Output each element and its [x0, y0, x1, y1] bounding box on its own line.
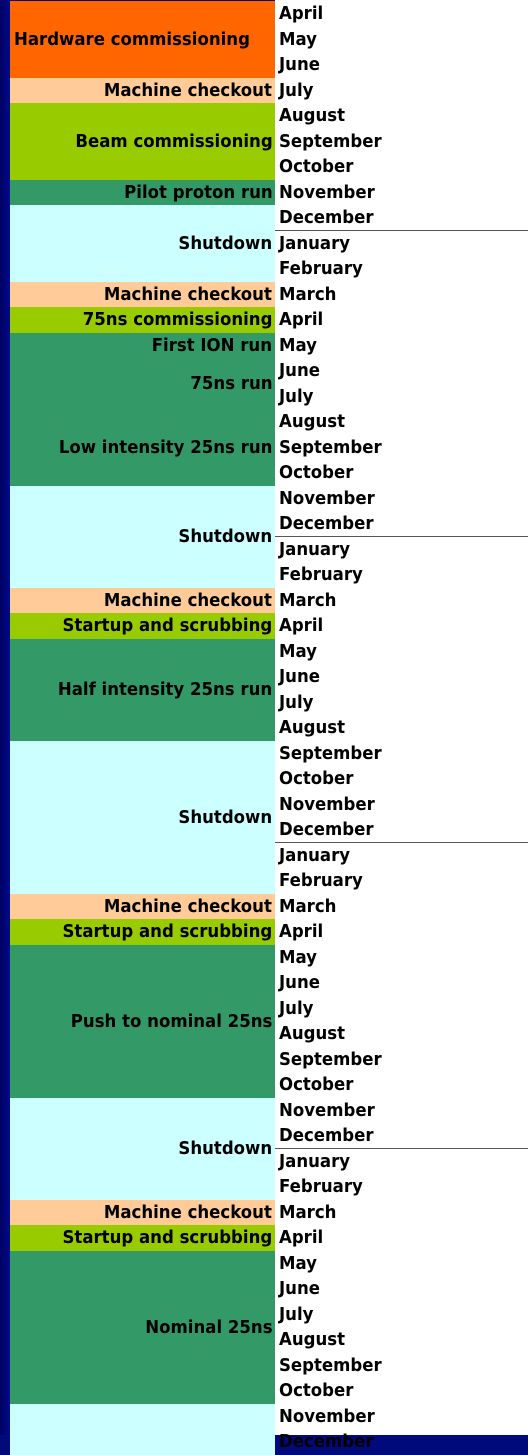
phase-commissioning: [10, 307, 275, 333]
phase-shutdown: [10, 1404, 275, 1455]
phase-machine-checkout: [10, 282, 275, 308]
month-label: July: [279, 79, 314, 101]
month-label: August: [279, 1329, 346, 1350]
phase-label: 75ns run: [190, 373, 273, 394]
month-label: March: [279, 283, 337, 305]
phase-run: [10, 1251, 275, 1404]
phase-shutdown: [10, 1098, 275, 1200]
month-label: January: [279, 1150, 351, 1172]
month-label: September: [279, 436, 382, 458]
month-label: November: [279, 181, 375, 203]
phases-column: [10, 0, 275, 1435]
phase-run: [10, 639, 275, 741]
phase-run: [10, 358, 275, 409]
phase-label: Shutdown: [178, 232, 273, 254]
month-label: October: [279, 768, 354, 789]
month-label: August: [279, 1023, 346, 1044]
phase-commissioning: [10, 613, 275, 639]
month-label: September: [279, 1048, 382, 1070]
month-label: April: [279, 3, 324, 24]
month-label: May: [279, 28, 317, 50]
phase-shutdown: [10, 486, 275, 588]
month-label: June: [279, 666, 320, 687]
month-label: July: [279, 1303, 314, 1325]
phase-label: Startup and scrubbing: [62, 1227, 273, 1249]
phase-shutdown: [10, 741, 275, 894]
month-label: May: [279, 946, 317, 968]
phase-run: [10, 180, 275, 206]
month-label: December: [279, 207, 374, 228]
month-label: June: [279, 360, 320, 381]
year-separator: [275, 536, 528, 537]
month-label: August: [279, 411, 346, 432]
phase-machine-checkout: [10, 1200, 275, 1226]
phase-label: Half intensity 25ns run: [57, 679, 273, 700]
month-label: August: [279, 717, 346, 738]
month-label: September: [279, 1354, 382, 1376]
month-label: May: [279, 640, 317, 662]
month-label: June: [279, 54, 320, 75]
month-label: September: [279, 130, 382, 152]
month-label: February: [279, 564, 363, 585]
phase-commissioning: [10, 103, 275, 180]
phase-label: Machine checkout: [104, 589, 273, 611]
phase-machine-checkout: [10, 78, 275, 104]
phase-label: Low intensity 25ns run: [58, 436, 273, 458]
month-label: October: [279, 462, 354, 483]
month-label: June: [279, 1278, 320, 1299]
month-label: November: [279, 793, 375, 815]
phase-run: [10, 945, 275, 1098]
month-label: December: [279, 819, 374, 840]
phase-label: Pilot proton run: [123, 181, 273, 203]
phase-run: [10, 333, 275, 359]
phase-label: Machine checkout: [104, 895, 273, 917]
phase-label: Shutdown: [178, 526, 273, 547]
month-label: October: [279, 1074, 354, 1095]
month-label: March: [279, 589, 337, 611]
month-label: November: [279, 1405, 375, 1427]
month-label: April: [279, 921, 324, 942]
phase-label: First ION run: [151, 334, 273, 356]
month-label: June: [279, 972, 320, 993]
phase-commissioning: [10, 919, 275, 945]
phase-label: Startup and scrubbing: [62, 921, 273, 943]
month-label: January: [279, 538, 351, 560]
phase-label: Beam commissioning: [74, 130, 273, 152]
phase-label: Shutdown: [178, 806, 273, 828]
phase-commissioning: [10, 1225, 275, 1251]
month-label: August: [279, 105, 346, 126]
month-label: April: [279, 615, 324, 636]
month-label: July: [279, 385, 314, 407]
year-separator: [275, 1148, 528, 1149]
month-label: May: [279, 334, 317, 356]
phase-label: 75ns commissioning: [82, 309, 273, 331]
phase-label: Machine checkout: [104, 79, 273, 101]
phase-label: Hardware commissioning: [14, 28, 250, 50]
year-separator: [275, 842, 528, 843]
month-label: February: [279, 1176, 363, 1197]
month-label: July: [279, 691, 314, 713]
year-separator: [275, 230, 528, 231]
month-label: April: [279, 309, 324, 330]
months-column: [275, 0, 528, 1452]
phase-label: Shutdown: [178, 1138, 273, 1159]
phase-run: [10, 409, 275, 486]
month-label: January: [279, 232, 351, 254]
month-label: November: [279, 487, 375, 509]
month-label: September: [279, 742, 382, 764]
phase-label: Nominal 25ns: [144, 1316, 273, 1338]
month-label: March: [279, 1201, 337, 1223]
month-label: December: [279, 513, 374, 534]
phase-machine-checkout: [10, 588, 275, 614]
month-label: December: [279, 1125, 374, 1146]
left-border: [0, 0, 10, 1435]
month-label: April: [279, 1227, 324, 1248]
month-label: January: [279, 844, 351, 866]
phase-label: Machine checkout: [104, 1201, 273, 1223]
phase-label: Machine checkout: [104, 283, 273, 305]
month-label: March: [279, 895, 337, 917]
month-label: October: [279, 1380, 354, 1401]
month-label: February: [279, 258, 363, 279]
month-label: February: [279, 870, 363, 891]
phase-hardware-commissioning: [10, 1, 275, 78]
phase-label: Startup and scrubbing: [62, 615, 273, 637]
month-label: October: [279, 156, 354, 177]
month-label: July: [279, 997, 314, 1019]
month-label: May: [279, 1252, 317, 1274]
phase-shutdown: [10, 205, 275, 282]
phase-machine-checkout: [10, 894, 275, 920]
month-label: November: [279, 1099, 375, 1121]
month-label: December: [279, 1431, 374, 1452]
phase-label: Push to nominal 25ns: [70, 1010, 273, 1032]
